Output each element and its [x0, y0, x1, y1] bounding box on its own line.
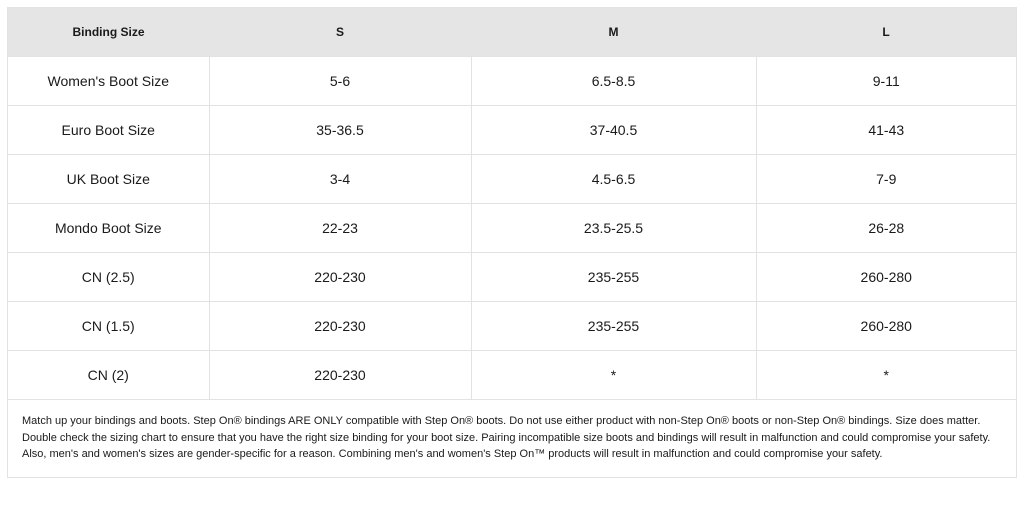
header-size-m: M [471, 8, 756, 57]
table-cell: 6.5-8.5 [471, 57, 756, 106]
table-cell: 260-280 [756, 302, 1016, 351]
table-row [8, 204, 1016, 253]
table-row [8, 351, 1016, 400]
row-label: CN (2.5) [8, 253, 209, 302]
header-size-s: S [209, 8, 471, 57]
table-row [8, 155, 1016, 204]
table-row [8, 302, 1016, 351]
table-cell: 3-4 [209, 155, 471, 204]
table-row [8, 106, 1016, 155]
table-row [8, 253, 1016, 302]
header-size-l: L [756, 8, 1016, 57]
header-row [8, 8, 1016, 57]
table-cell: 23.5-25.5 [471, 204, 756, 253]
table-row [8, 57, 1016, 106]
table-cell: * [471, 351, 756, 400]
size-table [8, 8, 1016, 399]
table-cell: 35-36.5 [209, 106, 471, 155]
table-cell: 22-23 [209, 204, 471, 253]
table-cell: 260-280 [756, 253, 1016, 302]
row-label: CN (2) [8, 351, 209, 400]
header-binding-size: Binding Size [8, 8, 209, 57]
table-cell: * [756, 351, 1016, 400]
compatibility-note: Match up your bindings and boots. Step On® bindings ARE ONLY compatible with Step On® boots. Do not use either product with non-Step On® boots or non-Step On® bindings. Size does matter. Double check the sizing chart to ensure that you have the right size binding for your boot size. Pairing incompatible size boots and bindings will result in malfunction and could compromise your safety. Also, men's and women's sizes are gender-specific for a reason. Combining men's and women's Step On™ products will result in malfunction and could compromise your safety. [8, 399, 1016, 477]
table-cell: 235-255 [471, 253, 756, 302]
row-label: CN (1.5) [8, 302, 209, 351]
table-cell: 235-255 [471, 302, 756, 351]
table-cell: 4.5-6.5 [471, 155, 756, 204]
row-label: Euro Boot Size [8, 106, 209, 155]
table-cell: 37-40.5 [471, 106, 756, 155]
table-cell: 9-11 [756, 57, 1016, 106]
table-cell: 5-6 [209, 57, 471, 106]
table-cell: 41-43 [756, 106, 1016, 155]
table-cell: 220-230 [209, 302, 471, 351]
row-label: Mondo Boot Size [8, 204, 209, 253]
table-cell: 220-230 [209, 351, 471, 400]
table-cell: 26-28 [756, 204, 1016, 253]
row-label: UK Boot Size [8, 155, 209, 204]
row-label: Women's Boot Size [8, 57, 209, 106]
table-cell: 7-9 [756, 155, 1016, 204]
table-cell: 220-230 [209, 253, 471, 302]
size-chart [7, 7, 1017, 478]
